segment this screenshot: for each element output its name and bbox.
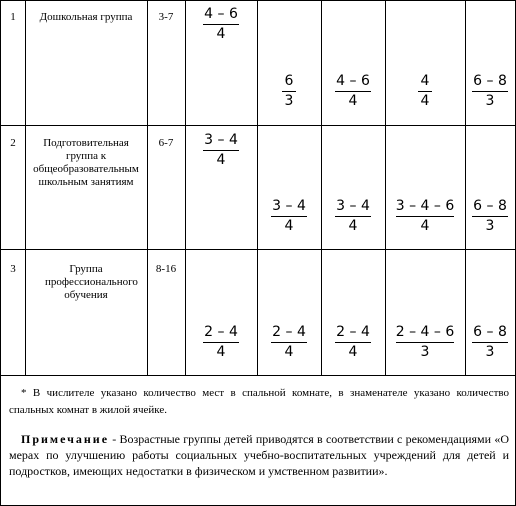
fraction-numerator: 2 – 4 – 6 (395, 324, 455, 340)
age-range: 8-16 (155, 263, 177, 275)
fraction-denominator: 3 (284, 93, 294, 109)
fraction-cell (185, 6, 257, 42)
fraction-cell (385, 324, 465, 360)
fraction-denominator: 4 (216, 26, 226, 42)
fraction-cell (385, 73, 465, 109)
note-paragraph (9, 431, 509, 479)
fraction-bar (472, 91, 508, 92)
fraction-cell (257, 324, 321, 360)
age-range: 3-7 (158, 11, 174, 23)
fraction-cell (321, 73, 385, 109)
fraction-cell (465, 324, 515, 360)
column-divider (257, 1, 258, 375)
table-bottom-border (1, 375, 515, 376)
fraction-numerator: 2 – 4 (204, 324, 238, 340)
fraction-denominator: 4 (216, 344, 226, 360)
fraction-numerator: 4 – 6 (336, 73, 370, 89)
fraction-numerator: 6 – 8 (473, 198, 507, 214)
row-number: 1 (10, 11, 16, 23)
fraction-denominator: 4 (348, 93, 358, 109)
fraction-bar (335, 342, 371, 343)
column-divider (321, 1, 322, 375)
fraction-bar (203, 150, 239, 151)
row-number: 2 (10, 137, 16, 149)
fraction-numerator: 3 – 4 – 6 (395, 198, 455, 214)
fraction-denominator: 4 (284, 218, 294, 234)
fraction-denominator: 4 (420, 93, 430, 109)
age-range: 6-7 (158, 137, 174, 149)
fraction-numerator: 6 – 8 (473, 73, 507, 89)
fraction-bar (282, 91, 296, 92)
fraction-bar (203, 24, 239, 25)
fraction-denominator: 3 (485, 218, 495, 234)
fraction-cell (465, 198, 515, 234)
fraction-numerator: 2 – 4 (272, 324, 306, 340)
fraction-numerator: 4 (420, 73, 430, 89)
fraction-denominator: 4 (284, 344, 294, 360)
fraction-cell (385, 198, 465, 234)
fraction-denominator: 4 (348, 218, 358, 234)
fraction-bar (418, 91, 432, 92)
footnote: * В числителе указано количество мест в спальной комнате, в знаменателе указано количество спальных комнат в жилой ячейке. (9, 387, 509, 416)
column-divider (25, 1, 26, 375)
fraction-bar (472, 216, 508, 217)
fraction-bar (472, 342, 508, 343)
fraction-cell (257, 73, 321, 109)
fraction-denominator: 4 (420, 218, 430, 234)
note-text: - Возрастные группы детей приводятся в соответствии с рекомендациями «О мерах по улучшению работы социальных учебно-воспитательных учреждений для детей и подростков, имеющих недостатки в физическом и умственном развитии». (9, 432, 509, 478)
column-divider (185, 1, 186, 375)
fraction-numerator: 3 – 4 (272, 198, 306, 214)
fraction-numerator: 6 – 8 (473, 324, 507, 340)
column-divider (385, 1, 386, 375)
fraction-cell (185, 132, 257, 168)
fraction-bar (271, 342, 307, 343)
row-number: 3 (10, 263, 16, 275)
fraction-cell (257, 198, 321, 234)
fraction-cell (321, 198, 385, 234)
fraction-denominator: 4 (216, 152, 226, 168)
group-name: Подготовительная группа к общеобразовательным школьным занятиям (33, 137, 139, 188)
column-divider (147, 1, 148, 375)
note-label: Примечание (21, 432, 110, 446)
fraction-numerator: 2 – 4 (336, 324, 370, 340)
group-name: Дошкольная группа (39, 11, 133, 23)
fraction-denominator: 3 (420, 344, 430, 360)
fraction-cell (465, 73, 515, 109)
fraction-bar (396, 342, 454, 343)
fraction-cell (185, 324, 257, 360)
fraction-bar (396, 216, 454, 217)
fraction-numerator: 6 (284, 73, 294, 89)
row-divider (1, 249, 515, 250)
fraction-numerator: 3 – 4 (204, 132, 238, 148)
fraction-denominator: 3 (485, 93, 495, 109)
fraction-cell (321, 324, 385, 360)
fraction-bar (335, 91, 371, 92)
fraction-bar (335, 216, 371, 217)
fraction-denominator: 3 (485, 344, 495, 360)
fraction-numerator: 4 – 6 (204, 6, 238, 22)
column-divider (465, 1, 466, 375)
fraction-denominator: 4 (348, 344, 358, 360)
fraction-numerator: 3 – 4 (336, 198, 370, 214)
row-divider (1, 125, 515, 126)
fraction-bar (271, 216, 307, 217)
fraction-bar (203, 342, 239, 343)
group-name: Группа профессионального обучения (45, 263, 138, 301)
